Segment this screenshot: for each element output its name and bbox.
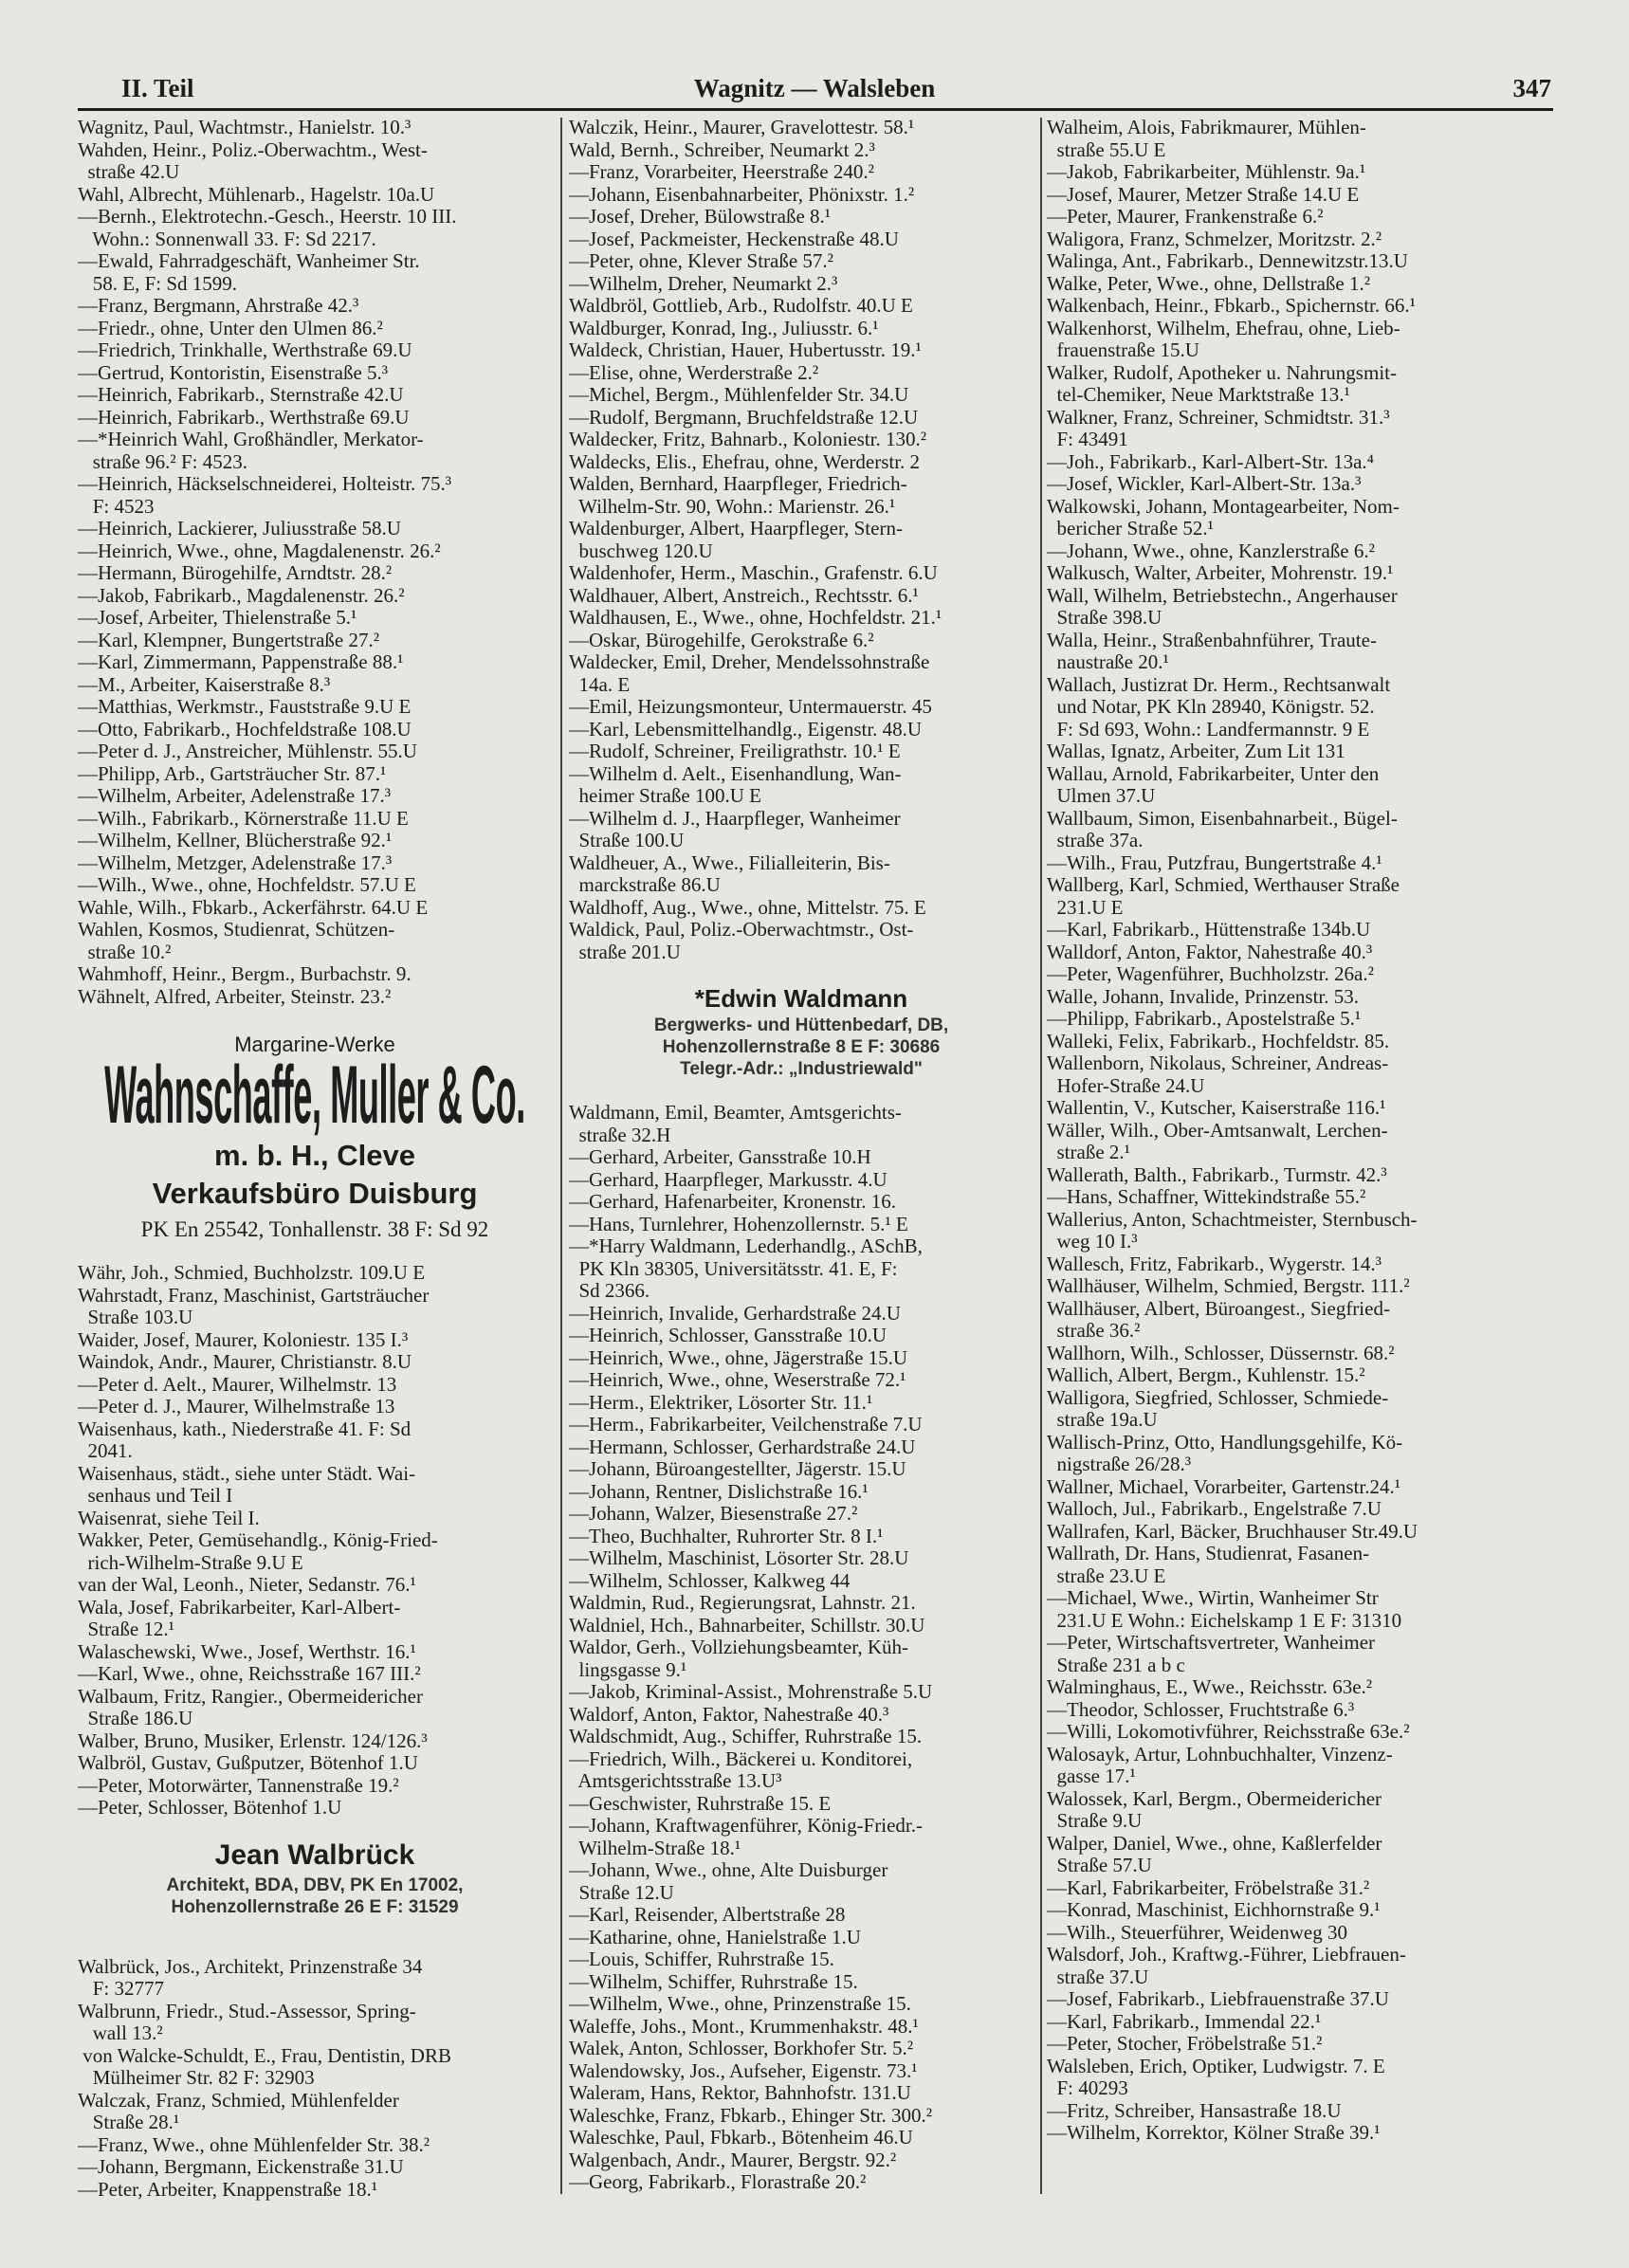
directory-entry-line: —Franz, Wwe., ohne Mühlenfelder Str. 38.² (78, 2133, 430, 2156)
directory-entry-line: Waider, Josef, Maurer, Koloniestr. 135 I.³ (78, 1328, 409, 1351)
directory-entry-line: —Herm., Elektriker, Lösorter Str. 11.¹ (569, 1391, 873, 1414)
directory-entry-line: —Wilhelm, Schlosser, Kalkweg 44 (569, 1569, 851, 1592)
directory-entry-line: Wallrath, Dr. Hans, Studienrat, Fasanen- (1047, 1543, 1370, 1564)
directory-entry-line: Walper, Daniel, Wwe., ohne, Kaßlerfelder (1047, 1832, 1382, 1855)
directory-entry-line: Waligora, Franz, Schmelzer, Moritzstr. 2.² (1047, 228, 1382, 250)
directory-entry-line: —Heinrich, Invalide, Gerhardstraße 24.U (569, 1302, 901, 1325)
directory-entry-line: Wahl, Albrecht, Mühlenarb., Hagelstr. 10a.U (78, 183, 435, 206)
directory-entry-line: Sd 2366. (569, 1280, 650, 1302)
directory-entry-line: Mülheimer Str. 82 F: 32903 (78, 2067, 315, 2089)
directory-entry-line: Wallberg, Karl, Schmied, Werthauser Straße (1047, 874, 1400, 896)
directory-entry-line: Walminghaus, E., Wwe., Reichsstr. 63e.² (1047, 1676, 1373, 1698)
entry-list (1047, 117, 1553, 2145)
directory-entry-line: —Wilhelm d. J., Haarpfleger, Wanheimer (569, 807, 901, 830)
directory-entry-line: Waldeck, Christian, Hauer, Hubertusstr. 19.¹ (569, 339, 922, 361)
ad-heading: Margarine-Werke (234, 1033, 395, 1056)
directory-entry-line: gasse 17.¹ (1047, 1765, 1136, 1787)
directory-entry-line: Waisenhaus, städt., siehe unter Städt. Wai- (78, 1462, 416, 1485)
directory-entry-line: Wallesch, Fritz, Fabrikarb., Wygerstr. 14.³ (1047, 1253, 1382, 1275)
directory-entry-line: Wahmhoff, Heinr., Bergm., Burbachstr. 9. (78, 963, 412, 985)
directory-entry-line: heimer Straße 100.U E (569, 785, 761, 807)
directory-entry-line: Wallach, Justizrat Dr. Herm., Rechtsanwalt (1047, 673, 1391, 696)
directory-entry-line: —Jakob, Fabrikarbeiter, Mühlenstr. 9a.¹ (1047, 161, 1366, 183)
directory-entry-line: weg 10 I.³ (1047, 1231, 1138, 1253)
directory-entry-line: 2041. (78, 1440, 133, 1462)
directory-entry-line: —Peter, Arbeiter, Knappenstraße 18.¹ (78, 2178, 378, 2201)
column-2 (569, 117, 1034, 2194)
directory-entry-line: Walosayk, Artur, Lohnbuchhalter, Vinzenz- (1047, 1743, 1393, 1765)
directory-entry-line: und Notar, PK Kln 28940, Königstr. 52. (1047, 696, 1375, 718)
directory-entry-line: rich-Wilhelm-Straße 9.U E (78, 1551, 303, 1574)
directory-entry-line: Walheim, Alois, Fabrikmaurer, Mühlen- (1047, 117, 1366, 138)
directory-entry-line: —Johann, Bergmann, Eickenstraße 31.U (78, 2156, 404, 2178)
directory-entry-line: —Peter d. J., Anstreicher, Mühlenstr. 55.U (78, 741, 417, 762)
directory-entry-line: straße 37a. (1047, 830, 1144, 851)
directory-entry-line: Wilhelm-Str. 90, Wohn.: Marienstr. 26.¹ (569, 495, 896, 518)
directory-entry-line: Wahden, Heinr., Poliz.-Oberwachtm., West- (78, 138, 428, 161)
ad-line: Verkaufsbüro Duisburg (152, 1177, 478, 1210)
directory-entry-line: —Wilhelm, Kellner, Blücherstraße 92.¹ (78, 830, 393, 851)
directory-entry-line: —Jakob, Fabrikarb., Magdalenenstr. 26.² (78, 584, 405, 607)
directory-entry-line: F: 43491 (1047, 429, 1128, 450)
directory-entry-line: Wahle, Wilh., Fbkarb., Ackerfährstr. 64.U E (78, 896, 429, 919)
directory-entry-line: Straße 9.U (1047, 1810, 1143, 1832)
directory-entry-line: Walbrunn, Friedr., Stud.-Assessor, Spring- (78, 2000, 416, 2022)
entry-list (78, 1956, 552, 2202)
directory-entry-line: Waldmann, Emil, Beamter, Amtsgerichts- (569, 1102, 902, 1124)
directory-entry-line: —Karl, Klempner, Bungertstraße 27.² (78, 629, 380, 651)
directory-entry-line: —Wilh., Steuerführer, Weidenweg 30 (1047, 1921, 1347, 1944)
directory-entry-line: von Walcke-Schuldt, E., Frau, Dentistin, DRB (78, 2044, 451, 2067)
directory-entry-line: Walbröl, Gustav, Gußputzer, Bötenhof 1.U (78, 1752, 418, 1774)
directory-entry-line: Walossek, Karl, Bergm., Obermeidericher (1047, 1787, 1382, 1810)
directory-entry-line: —Friedr., ohne, Unter den Ulmen 86.² (78, 317, 383, 339)
directory-entry-line: —Karl, Zimmermann, Pappenstraße 88.¹ (78, 651, 404, 673)
directory-entry-line: straße 55.U E (1047, 138, 1166, 161)
directory-entry-line: Walloch, Jul., Fabrikarb., Engelstraße 7.U (1047, 1498, 1382, 1520)
directory-entry-line: —Karl, Lebensmittelhandlg., Eigenstr. 48.U (569, 718, 923, 741)
directory-entry-line: bericher Straße 52.¹ (1047, 518, 1214, 540)
directory-entry-line: senhaus und Teil I (78, 1485, 233, 1507)
directory-entry-line: —Georg, Fabrikarb., Florastraße 20.² (569, 2171, 867, 2193)
directory-entry-line: Wagnitz, Paul, Wachtmstr., Hanielstr. 10.³ (78, 117, 412, 138)
directory-entry-line: Waisenrat, siehe Teil I. (78, 1507, 260, 1529)
directory-entry-line: Wallau, Arnold, Fabrikarbeiter, Unter den (1047, 762, 1380, 785)
directory-entry-line: F: 32777 (78, 1978, 165, 2000)
header-rule (78, 108, 1553, 111)
ad-line: Hohenzollernstraße 26 E F: 31529 (171, 1896, 459, 1917)
directory-entry-line: —Wilhelm, Maschinist, Lösorter Str. 28.U (569, 1547, 909, 1569)
directory-entry-line: —Josef, Arbeiter, Thielenstraße 5.¹ (78, 607, 357, 629)
directory-entry-line: —Fritz, Schreiber, Hansastraße 18.U (1047, 2099, 1342, 2122)
advertisement-margarine-werke (78, 1033, 552, 1262)
directory-entry-line: Walczik, Heinr., Maurer, Gravelottestr. 58.¹ (569, 117, 915, 138)
directory-entry-line: —M., Arbeiter, Kaiserstraße 8.³ (78, 673, 331, 696)
directory-entry-line: —Karl, Fabrikarb., Hüttenstraße 134b.U (1047, 919, 1371, 941)
directory-entry-line: Straße 57.U (1047, 1855, 1152, 1876)
directory-entry-line: F: Sd 693, Wohn.: Landfermannstr. 9 E (1047, 718, 1370, 741)
directory-entry-line: Walgenbach, Andr., Maurer, Bergstr. 92.² (569, 2149, 897, 2171)
directory-entry-line: 231.U E (1047, 896, 1124, 919)
directory-entry-line: Wallerius, Anton, Schachtmeister, Sternbusch- (1047, 1208, 1418, 1231)
directory-entry-line: —Peter, Motorwärter, Tannenstraße 19.² (78, 1774, 399, 1797)
directory-entry-line: PK Kln 38305, Universitätsstr. 41. E, F: (569, 1257, 898, 1280)
directory-entry-line: Waisenhaus, kath., Niederstraße 41. F: Sd (78, 1418, 412, 1440)
directory-entry-line: Hofer-Straße 24.U (1047, 1074, 1205, 1097)
ad-line: Bergwerks- und Hüttenbedarf, DB, (653, 1015, 949, 1035)
directory-entry-line: —Joh., Fabrikarb., Karl-Albert-Str. 13a.⁴ (1047, 450, 1375, 473)
directory-entry-line: —Karl, Fabrikarbeiter, Fröbelstraße 31.² (1047, 1876, 1370, 1899)
directory-entry-line: —Emil, Heizungsmonteur, Untermauerstr. 45 (569, 696, 932, 718)
directory-entry-line: Walligora, Siegfried, Schlosser, Schmiede- (1047, 1386, 1389, 1409)
directory-entry-line: —Josef, Dreher, Bülowstraße 8.¹ (569, 206, 832, 228)
directory-entry-line: Straße 12.¹ (78, 1619, 174, 1640)
directory-entry-line: straße 96.² F: 4523. (78, 450, 247, 473)
directory-entry-line: —Peter, Schlosser, Bötenhof 1.U (78, 1797, 342, 1819)
directory-entry-line: —Heinrich, Fabrikarb., Werthstraße 69.U (78, 406, 410, 429)
directory-entry-line: Wallisch-Prinz, Otto, Handlungsgehilfe, Kö- (1047, 1431, 1403, 1454)
directory-entry-line: —Katharine, ohne, Hanielstraße 1.U (569, 1926, 861, 1948)
directory-entry-line: Waldburger, Konrad, Ing., Juliusstr. 6.¹ (569, 317, 879, 339)
directory-entry-line: Walke, Peter, Wwe., ohne, Dellstraße 1.² (1047, 272, 1371, 295)
directory-entry-line: Wallas, Ignatz, Arbeiter, Zum Lit 131 (1047, 741, 1345, 762)
directory-entry-line: straße 23.U E (1047, 1564, 1166, 1587)
entry-list (78, 117, 552, 1008)
directory-entry-line: Waldenburger, Albert, Haarpfleger, Stern- (569, 518, 903, 540)
directory-entry-line: Walek, Anton, Schlosser, Borkhofer Str. 5.² (569, 2038, 914, 2059)
directory-entry-line: —Peter, Wagenführer, Buchholzstr. 26a.² (1047, 963, 1374, 985)
directory-entry-line: —Johann, Wwe., ohne, Alte Duisburger (569, 1859, 888, 1881)
directory-entry-line: —Willi, Lokomotivführer, Reichsstraße 63e.² (1047, 1721, 1410, 1743)
directory-entry-line: —*Harry Waldmann, Lederhandlg., ASchB, (569, 1235, 923, 1257)
directory-entry-line: Straße 186.U (78, 1708, 193, 1729)
directory-entry-line: —Jakob, Kriminal-Assist., Mohrenstraße 5.U (569, 1681, 933, 1703)
directory-entry-line: —Peter, Wirtschaftsvertreter, Wanheimer (1047, 1632, 1376, 1654)
directory-entry-line: —Bernh., Elektrotechn.-Gesch., Heerstr. 10 III. (78, 206, 457, 228)
directory-entry-line: Währ, Joh., Schmied, Buchholzstr. 109.U E (78, 1262, 426, 1284)
directory-entry-line: —Johann, Walzer, Biesenstraße 27.² (569, 1503, 858, 1525)
directory-entry-line: 14a. E (569, 673, 631, 696)
directory-entry-line: —Wilhelm, Dreher, Neumarkt 2.³ (569, 272, 838, 295)
entry-list (569, 1102, 1034, 2194)
directory-entry-line: 231.U E Wohn.: Eichelskamp 1 E F: 31310 (1047, 1609, 1402, 1632)
directory-entry-line: —Wilhelm, Schiffer, Ruhrstraße 15. (569, 1970, 858, 1993)
directory-entry-line: Waldheuer, A., Wwe., Filialleiterin, Bis- (569, 851, 890, 874)
directory-entry-line: Waldniel, Hch., Bahnarbeiter, Schillstr. 30.U (569, 1614, 925, 1637)
directory-entry-line: Waldmin, Rud., Regierungsrat, Lahnstr. 21. (569, 1592, 916, 1614)
directory-entry-line: Walla, Heinr., Straßenbahnführer, Traute- (1047, 629, 1377, 651)
directory-entry-line: —Johann, Wwe., ohne, Kanzlerstraße 6.² (1047, 540, 1375, 562)
directory-entry-line: —Philipp, Arb., Gartsträucher Str. 87.¹ (78, 762, 387, 785)
directory-entry-line: —Michel, Bergm., Mühlenfelder Str. 34.U (569, 384, 909, 406)
directory-entry-line: Waldecker, Emil, Dreher, Mendelssohnstraße (569, 651, 930, 673)
directory-entry-line: Wilhelm-Straße 18.¹ (569, 1837, 741, 1859)
directory-entry-line: —Gertrud, Kontoristin, Eisenstraße 5.³ (78, 361, 389, 384)
ad-line: Hohenzollernstraße 8 E F: 30686 (662, 1037, 941, 1057)
directory-entry-line: Walldorf, Anton, Faktor, Nahestraße 40.³ (1047, 941, 1373, 963)
directory-entry-line: Walbaum, Fritz, Rangier., Obermeidericher (78, 1685, 423, 1708)
directory-entry-line: —Rudolf, Bergmann, Bruchfeldstraße 12.U (569, 406, 919, 429)
directory-entry-line: —Theo, Buchhalter, Ruhrorter Str. 8 I.¹ (569, 1525, 884, 1547)
advertisement-jean-walbrueck (78, 1837, 552, 1956)
directory-entry-line: —Franz, Bergmann, Ahrstraße 42.³ (78, 295, 359, 317)
directory-entry-line: Wallrafen, Karl, Bäcker, Bruchhauser Str.49.U (1047, 1520, 1419, 1543)
directory-entry-line: Wallich, Albert, Bergm., Kuhlenstr. 15.² (1047, 1364, 1365, 1386)
directory-entry-line: straße 42.U (78, 161, 180, 183)
directory-entry-line: Waldick, Paul, Poliz.-Oberwachtmstr., Ost- (569, 919, 914, 941)
directory-entry-line: 58. E, F: Sd 1599. (78, 272, 238, 295)
directory-entry-line: —Wilhelm, Arbeiter, Adelenstraße 17.³ (78, 785, 392, 807)
directory-entry-line: Waleschke, Paul, Fbkarb., Bötenheim 46.U (569, 2127, 913, 2149)
directory-entry-line: Wahrstadt, Franz, Maschinist, Gartsträucher (78, 1284, 430, 1307)
directory-entry-line: Walczak, Franz, Schmied, Mühlenfelder (78, 2089, 399, 2112)
directory-entry-line: buschweg 120.U (569, 540, 713, 562)
directory-entry-line: —Peter d. J., Maurer, Wilhelmstraße 13 (78, 1396, 395, 1418)
directory-entry-line: Waldhoff, Aug., Wwe., ohne, Mittelstr. 75. E (569, 896, 926, 919)
directory-entry-line: Wäller, Wilh., Ober-Amtsanwalt, Lerchen- (1047, 1119, 1388, 1142)
directory-entry-line: marckstraße 86.U (569, 874, 721, 896)
directory-entry-line: Wallentin, V., Kutscher, Kaiserstraße 116.¹ (1047, 1097, 1386, 1119)
directory-entry-line: —Gerhard, Hafenarbeiter, Kronenstr. 16. (569, 1191, 896, 1213)
directory-entry-line: Waldecks, Elis., Ehefrau, ohne, Werderstr. 2 (569, 450, 921, 473)
directory-entry-line: van der Wal, Leonh., Nieter, Sedanstr. 76.¹ (78, 1574, 416, 1596)
directory-entry-line: Wallbaum, Simon, Eisenbahnarbeit., Bügel- (1047, 807, 1398, 830)
directory-entry-line: —Franz, Vorarbeiter, Heerstraße 240.² (569, 161, 874, 183)
directory-entry-line: Walendowsky, Jos., Aufseher, Eigenstr. 73.¹ (569, 2059, 918, 2082)
directory-entry-line: Wallhäuser, Albert, Büroangest., Siegfried- (1047, 1297, 1390, 1320)
directory-entry-line: —Philipp, Fabrikarb., Apostelstraße 5.¹ (1047, 1008, 1362, 1030)
directory-entry-line: straße 36.² (1047, 1320, 1141, 1342)
directory-entry-line: —Rudolf, Schreiner, Freiligrathstr. 10.¹ E (569, 741, 901, 762)
page-number: 347 (1512, 74, 1551, 102)
directory-entry-line: —Elise, ohne, Werderstraße 2.² (569, 361, 819, 384)
directory-entry-line: —Michael, Wwe., Wirtin, Wanheimer Str (1047, 1587, 1379, 1609)
column-divider (560, 118, 562, 2194)
directory-entry-line: —Herm., Fabrikarbeiter, Veilchenstraße 7.U (569, 1414, 923, 1436)
directory-entry-line: Waldhausen, E., Wwe., ohne, Hochfeldstr. 21.¹ (569, 607, 943, 629)
directory-entry-line: Walden, Bernhard, Haarpfleger, Friedrich- (569, 473, 907, 495)
ad-company-name: Jean Walbrück (214, 1838, 415, 1871)
directory-entry-line: straße 19a.U (1047, 1409, 1158, 1431)
directory-entry-line: Walkusch, Walter, Arbeiter, Mohrenstr. 19.¹ (1047, 562, 1394, 584)
directory-entry-line: —Karl, Reisender, Albertstraße 28 (569, 1904, 846, 1926)
directory-entry-line: naustraße 20.¹ (1047, 651, 1169, 673)
directory-entry-line: Waldecker, Fritz, Bahnarb., Koloniestr. 130.² (569, 429, 927, 450)
page-section-label: II. Teil (121, 74, 194, 102)
directory-entry-line: Walinga, Ant., Fabrikarb., Dennewitzstr.13.U (1047, 250, 1408, 272)
directory-entry-line: —Peter, Maurer, Frankenstraße 6.² (1047, 206, 1324, 228)
directory-entry-line: Walkenhorst, Wilhelm, Ehefrau, ohne, Lieb- (1047, 317, 1400, 339)
directory-entry-line: straße 37.U (1047, 1966, 1149, 1988)
directory-entry-line: —Geschwister, Ruhrstraße 15. E (569, 1792, 832, 1815)
directory-entry-line: nigstraße 26/28.³ (1047, 1454, 1192, 1475)
directory-entry-line: Waldbröl, Gottlieb, Arb., Rudolfstr. 40.U E (569, 295, 913, 317)
directory-entry-line: Waindok, Andr., Maurer, Christianstr. 8.U (78, 1351, 412, 1373)
directory-entry-line: Walleki, Felix, Fabrikarb., Hochfeldstr. 85. (1047, 1030, 1390, 1052)
directory-entry-line: Walkowski, Johann, Montagearbeiter, Nom- (1047, 495, 1400, 518)
directory-entry-line: —Johann, Büroangestellter, Jägerstr. 15.U (569, 1458, 906, 1480)
ad-line: Architekt, BDA, DBV, PK En 17002, (166, 1875, 464, 1895)
directory-entry-line: Straße 398.U (1047, 607, 1162, 629)
ad-company-name: *Edwin Waldmann (694, 984, 908, 1013)
directory-entry-line: —Johann, Kraftwagenführer, König-Friedr.- (569, 1815, 923, 1837)
directory-entry-line: wall 13.² (78, 2022, 163, 2044)
directory-entry-line: —Ewald, Fahrradgeschäft, Wanheimer Str. (78, 250, 420, 272)
directory-entry-line: Wallerath, Balth., Fabrikarb., Turmstr. 42.³ (1047, 1163, 1387, 1186)
entry-list (78, 1262, 552, 1820)
directory-entry-line: —Hermann, Bürogehilfe, Arndtstr. 28.² (78, 562, 393, 584)
directory-entry-line: —Gerhard, Arbeiter, Gansstraße 10.H (569, 1146, 871, 1168)
directory-entry-line: —Johann, Rentner, Dislichstraße 16.¹ (569, 1480, 869, 1503)
directory-entry-line: —Hermann, Schlosser, Gerhardstraße 24.U (569, 1436, 916, 1458)
directory-entry-line: Amtsgerichtsstraße 13.U³ (569, 1770, 782, 1792)
directory-entry-line: —Johann, Eisenbahnarbeiter, Phönixstr. 1.² (569, 183, 915, 206)
directory-entry-line: Walle, Johann, Invalide, Prinzenstr. 53. (1047, 985, 1359, 1008)
directory-entry-line: —Josef, Packmeister, Heckenstraße 48.U (569, 228, 899, 250)
directory-entry-line: straße 32.H (569, 1124, 671, 1146)
directory-entry-line: straße 10.² (78, 941, 172, 963)
directory-entry-line: Waldhauer, Albert, Anstreich., Rechtsstr. 6.¹ (569, 584, 919, 607)
directory-entry-line: —Karl, Wwe., ohne, Reichsstraße 167 III.² (78, 1663, 421, 1685)
directory-entry-line: —Matthias, Werkmstr., Fauststraße 9.U E (78, 696, 412, 718)
directory-entry-line: —Friedrich, Wilh., Bäckerei u. Konditorei, (569, 1747, 913, 1770)
directory-entry-line: Waldor, Gerh., Vollziehungsbeamter, Küh- (569, 1637, 909, 1658)
directory-entry-line: Walber, Bruno, Musiker, Erlenstr. 124/126.³ (78, 1729, 428, 1752)
directory-entry-line: Straße 12.U (569, 1881, 674, 1904)
directory-entry-line: Waldorf, Anton, Faktor, Nahestraße 40.³ (569, 1703, 889, 1726)
directory-entry-line: Wohn.: Sonnenwall 33. F: Sd 2217. (78, 228, 376, 250)
directory-entry-line: —Josef, Fabrikarb., Liebfrauenstraße 37.U (1047, 1988, 1389, 2010)
directory-entry-line: Wald, Bernh., Schreiber, Neumarkt 2.³ (569, 138, 875, 161)
directory-entry-line: —Konrad, Maschinist, Eichhornstraße 9.¹ (1047, 1899, 1381, 1921)
directory-entry-line: —Josef, Wickler, Karl-Albert-Str. 13a.³ (1047, 473, 1362, 495)
directory-entry-line: —Heinrich, Lackierer, Juliusstraße 58.U (78, 518, 401, 540)
directory-entry-line: Wahlen, Kosmos, Studienrat, Schützen- (78, 919, 395, 941)
directory-entry-line: —Friedrich, Trinkhalle, Werthstraße 69.U (78, 339, 412, 361)
ad-line: Telegr.-Adr.: „Industriewald" (680, 1059, 923, 1079)
directory-entry-line: —Heinrich, Wwe., ohne, Jägerstraße 15.U (569, 1346, 908, 1369)
directory-entry-line: —Wilh., Frau, Putzfrau, Bungertstraße 4.¹ (1047, 851, 1382, 874)
ad-line: PK En 25542, Tonhallenstr. 38 F: Sd 92 (140, 1217, 489, 1241)
advertisement-edwin-waldmann (569, 982, 1034, 1102)
directory-entry-line: Wallner, Michael, Vorarbeiter, Gartenstr.24.¹ (1047, 1475, 1401, 1498)
directory-entry-line: —Theodor, Schlosser, Fruchtstraße 6.³ (1047, 1698, 1355, 1721)
directory-entry-line: Straße 103.U (78, 1307, 193, 1328)
directory-entry-line: Wallenborn, Nikolaus, Schreiner, Andreas- (1047, 1052, 1389, 1074)
directory-entry-line: F: 4523 (78, 495, 155, 518)
ad-company-name: Wahnschaffe, Muller & Co. (104, 1050, 525, 1141)
directory-entry-line: —Wilhelm d. Aelt., Eisenhandlung, Wan- (569, 762, 902, 785)
directory-entry-line: —Heinrich, Fabrikarb., Sternstraße 42.U (78, 384, 404, 406)
directory-entry-line: —Gerhard, Haarpfleger, Markusstr. 4.U (569, 1168, 888, 1191)
directory-entry-line: —Heinrich, Wwe., ohne, Magdalenenstr. 26.² (78, 540, 441, 562)
directory-entry-line: Walaschewski, Wwe., Josef, Werthstr. 16.¹ (78, 1640, 416, 1663)
directory-entry-line: Wallhorn, Wilh., Schlosser, Düssernstr. 68.² (1047, 1342, 1395, 1364)
directory-entry-line: —Wilhelm, Wwe., ohne, Prinzenstraße 15. (569, 1993, 911, 2015)
directory-entry-line: —Peter d. Aelt., Maurer, Wilhelmstr. 13 (78, 1373, 397, 1396)
directory-entry-line: Straße 231 a b c (1047, 1654, 1185, 1676)
entry-list (569, 117, 1034, 963)
directory-entry-line: F: 40293 (1047, 2077, 1128, 2099)
directory-entry-line: Walker, Rudolf, Apotheker u. Nahrungsmit- (1047, 361, 1397, 384)
directory-entry-line: —Karl, Fabrikarb., Immendal 22.¹ (1047, 2010, 1322, 2033)
directory-entry-line: —Louis, Schiffer, Ruhrstraße 15. (569, 1948, 834, 1970)
directory-entry-line: —Hans, Turnlehrer, Hohenzollernstr. 5.¹ E (569, 1213, 908, 1235)
directory-entry-line: Waleram, Hans, Rektor, Bahnhofstr. 131.U (569, 2082, 911, 2104)
running-head-range: Wagnitz — Walsleben (693, 74, 936, 102)
directory-entry-line: Walsdorf, Joh., Kraftwg.-Führer, Liebfrauen- (1047, 1944, 1406, 1966)
directory-entry-line: Straße 100.U (569, 830, 685, 851)
directory-entry-line: Waleschke, Franz, Fbkarb., Ehinger Str. 300.² (569, 2104, 933, 2127)
directory-entry-line: Wallhäuser, Wilhelm, Schmied, Bergstr. 111.² (1047, 1275, 1410, 1297)
directory-entry-line: Wall, Wilhelm, Betriebstechn., Angerhauser (1047, 584, 1398, 607)
directory-entry-line: Waleffe, Johs., Mont., Krummenhakstr. 48.¹ (569, 2015, 919, 2038)
directory-entry-line: frauenstraße 15.U (1047, 339, 1199, 361)
directory-entry-line: —Wilh., Fabrikarb., Körnerstraße 11.U E (78, 807, 409, 830)
directory-entry-line: straße 201.U (569, 941, 681, 963)
directory-entry-line: Walkner, Franz, Schreiner, Schmidtstr. 31.³ (1047, 406, 1390, 429)
column-divider (1040, 118, 1042, 2194)
directory-entry-line: —Otto, Fabrikarb., Hochfeldstraße 108.U (78, 718, 412, 741)
directory-entry-line: —Josef, Maurer, Metzer Straße 14.U E (1047, 183, 1360, 206)
directory-entry-line: lingsgasse 9.¹ (569, 1658, 687, 1681)
column-3 (1047, 117, 1553, 2145)
directory-entry-line: Waldschmidt, Aug., Schiffer, Ruhrstraße 15. (569, 1726, 923, 1747)
column-1 (78, 117, 552, 2201)
directory-entry-line: —Wilhelm, Metzger, Adelenstraße 17.³ (78, 851, 393, 874)
directory-entry-line: Straße 28.¹ (78, 2112, 180, 2133)
directory-entry-line: Wakker, Peter, Gemüsehandlg., König-Fried- (78, 1529, 438, 1551)
ad-line: m. b. H., Cleve (214, 1139, 415, 1172)
directory-entry-line: —Peter, ohne, Klever Straße 57.² (569, 250, 833, 272)
directory-entry-line: —Peter, Stocher, Fröbelstraße 51.² (1047, 2033, 1323, 2055)
directory-entry-line: straße 2.¹ (1047, 1142, 1130, 1163)
directory-entry-line: Walkenbach, Heinr., Fbkarb., Spichernstr. 66.¹ (1047, 295, 1416, 317)
directory-entry-line: Walbrück, Jos., Architekt, Prinzenstraße 34 (78, 1955, 423, 1978)
directory-entry-line: —Oskar, Bürogehilfe, Gerokstraße 6.² (569, 629, 874, 651)
directory-entry-line: —*Heinrich Wahl, Großhändler, Merkator- (78, 429, 424, 450)
directory-entry-line: —Hans, Schaffner, Wittekindstraße 55.² (1047, 1186, 1366, 1208)
directory-entry-line: Ulmen 37.U (1047, 785, 1156, 807)
directory-entry-line: Wähnelt, Alfred, Arbeiter, Steinstr. 23.² (78, 985, 392, 1008)
directory-entry-line: —Wilh., Wwe., ohne, Hochfeldstr. 57.U E (78, 874, 416, 896)
directory-entry-line: tel-Chemiker, Neue Marktstraße 13.¹ (1047, 384, 1350, 406)
directory-entry-line: —Heinrich, Häckselschneiderei, Holteistr. 75.³ (78, 473, 452, 495)
directory-entry-line: Walsleben, Erich, Optiker, Ludwigstr. 7. E (1047, 2055, 1385, 2077)
directory-entry-line: —Heinrich, Wwe., ohne, Weserstraße 72.¹ (569, 1369, 906, 1391)
directory-entry-line: —Wilhelm, Korrektor, Kölner Straße 39.¹ (1047, 2122, 1381, 2144)
directory-entry-line: —Heinrich, Schlosser, Gansstraße 10.U (569, 1325, 888, 1346)
directory-entry-line: Wala, Josef, Fabrikarbeiter, Karl-Albert- (78, 1596, 401, 1619)
directory-entry-line: Waldenhofer, Herm., Maschin., Grafenstr. 6.U (569, 562, 938, 584)
